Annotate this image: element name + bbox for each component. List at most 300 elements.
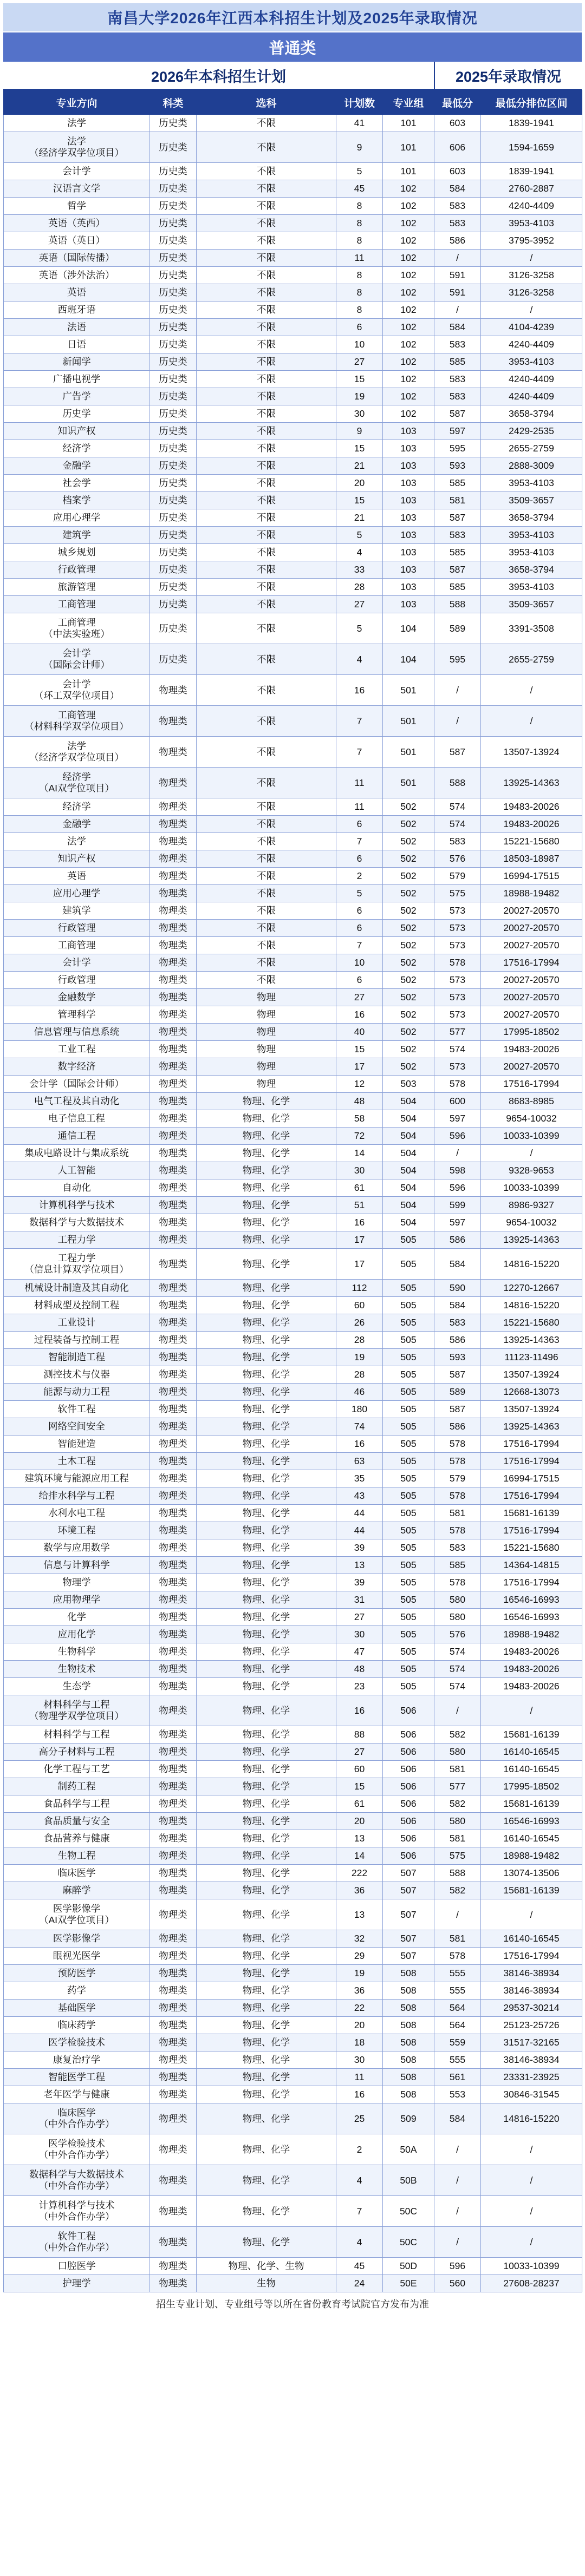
cell-min-score: 580	[434, 1743, 481, 1761]
table-row	[4, 1899, 582, 1930]
cell-plan-count: 41	[336, 115, 383, 132]
cell-group: 505	[383, 1349, 434, 1366]
cell-subjects: 不限	[197, 457, 336, 475]
cell-group: 506	[383, 1830, 434, 1847]
cell-category: 物理类	[150, 1795, 197, 1813]
cell-major: 工商管理	[4, 596, 150, 613]
table-row	[4, 885, 582, 902]
cell-min-score: 583	[434, 215, 481, 232]
cell-major: 环境工程	[4, 1522, 150, 1539]
cell-category: 物理类	[150, 1006, 197, 1024]
cell-category: 物理类	[150, 1332, 197, 1349]
cell-major: 材料成型及控制工程	[4, 1297, 150, 1314]
cell-rank-range: 15681-16139	[481, 1505, 582, 1522]
table-row	[4, 1982, 582, 2000]
cell-rank-range: 30846-31545	[481, 2086, 582, 2103]
cell-subjects: 物理、化学	[197, 2103, 336, 2134]
cell-major: 信息与计算科学	[4, 1557, 150, 1574]
cell-rank-range: 16546-16993	[481, 1813, 582, 1830]
cell-subjects: 不限	[197, 180, 336, 198]
cell-category: 物理类	[150, 1609, 197, 1626]
table-row	[4, 1297, 582, 1314]
cell-subjects: 物理、化学	[197, 1678, 336, 1695]
table-row	[4, 706, 582, 737]
cell-subjects: 物理、化学	[197, 1197, 336, 1214]
cell-major: 数学与应用数学	[4, 1539, 150, 1557]
cell-min-score: 576	[434, 1626, 481, 1643]
cell-min-score: 578	[434, 1948, 481, 1965]
cell-rank-range: 9328-9653	[481, 1162, 582, 1179]
table-row	[4, 1197, 582, 1214]
cell-subjects: 不限	[197, 371, 336, 388]
header-category: 科类	[150, 90, 197, 115]
table-row	[4, 353, 582, 371]
cell-subjects: 物理、化学	[197, 1487, 336, 1505]
cell-subjects: 物理、化学	[197, 1249, 336, 1280]
cell-subjects: 物理、化学	[197, 1280, 336, 1297]
cell-group: 507	[383, 1882, 434, 1899]
cell-rank-range: 13074-13506	[481, 1865, 582, 1882]
cell-min-score: /	[434, 250, 481, 267]
cell-rank-range: 20027-20570	[481, 989, 582, 1006]
cell-category: 物理类	[150, 1058, 197, 1076]
cell-major: 建筑环境与能源应用工程	[4, 1470, 150, 1487]
cell-major: 旅游管理	[4, 579, 150, 596]
cell-plan-count: 27	[336, 1743, 383, 1761]
cell-major: 制药工程	[4, 1778, 150, 1795]
table-row	[4, 1058, 582, 1076]
cell-plan-count: 39	[336, 1539, 383, 1557]
admission-table	[3, 90, 582, 2292]
cell-rank-range: /	[481, 2134, 582, 2165]
cell-rank-range: 9654-10032	[481, 1214, 582, 1231]
cell-plan-count: 22	[336, 2000, 383, 2017]
cell-min-score: 586	[434, 1332, 481, 1349]
cell-rank-range: 19483-20026	[481, 1041, 582, 1058]
cell-rank-range: 20027-20570	[481, 937, 582, 954]
cell-subjects: 物理、化学	[197, 2034, 336, 2051]
table-row	[4, 920, 582, 937]
cell-rank-range: 20027-20570	[481, 1006, 582, 1024]
cell-rank-range: 14816-15220	[481, 1249, 582, 1280]
cell-major: 通信工程	[4, 1128, 150, 1145]
table-row	[4, 1093, 582, 1110]
cell-category: 历史类	[150, 579, 197, 596]
cell-major: 行政管理	[4, 561, 150, 579]
cell-group: 102	[383, 353, 434, 371]
cell-min-score: 555	[434, 2051, 481, 2069]
cell-plan-count: 28	[336, 1366, 383, 1384]
table-row	[4, 1214, 582, 1231]
cell-category: 物理类	[150, 1436, 197, 1453]
cell-subjects: 物理、化学	[197, 2051, 336, 2069]
cell-group: 505	[383, 1626, 434, 1643]
cell-category: 历史类	[150, 527, 197, 544]
cell-subjects: 物理、化学	[197, 1882, 336, 1899]
page-title: 南昌大学2026年江西本科招生计划及2025年录取情况	[3, 3, 582, 31]
cell-category: 历史类	[150, 457, 197, 475]
cell-subjects: 物理、化学	[197, 1453, 336, 1470]
cell-group: 103	[383, 492, 434, 509]
table-row	[4, 613, 582, 644]
cell-rank-range: 17516-17994	[481, 1453, 582, 1470]
cell-min-score: 574	[434, 1643, 481, 1661]
cell-min-score: 584	[434, 1297, 481, 1314]
cell-plan-count: 21	[336, 509, 383, 527]
cell-min-score: 573	[434, 1006, 481, 1024]
cell-rank-range: 19483-20026	[481, 1643, 582, 1661]
cell-category: 物理类	[150, 2275, 197, 2292]
cell-subjects: 不限	[197, 215, 336, 232]
cell-major: 医学影像学 （AI双学位项目）	[4, 1899, 150, 1930]
table-row	[4, 1401, 582, 1418]
cell-rank-range: 12270-12667	[481, 1280, 582, 1297]
cell-plan-count: 33	[336, 561, 383, 579]
cell-subjects: 不限	[197, 527, 336, 544]
table-row	[4, 1609, 582, 1626]
cell-min-score: 555	[434, 1982, 481, 2000]
cell-major: 金融学	[4, 816, 150, 833]
cell-category: 物理类	[150, 937, 197, 954]
cell-major: 数据科学与大数据技术	[4, 1214, 150, 1231]
cell-category: 历史类	[150, 180, 197, 198]
cell-rank-range: 19483-20026	[481, 1678, 582, 1695]
cell-min-score: 579	[434, 1470, 481, 1487]
cell-plan-count: 30	[336, 2051, 383, 2069]
cell-group: 505	[383, 1249, 434, 1280]
cell-subjects: 不限	[197, 706, 336, 737]
cell-major: 城乡规划	[4, 544, 150, 561]
cell-plan-count: 29	[336, 1948, 383, 1965]
table-row	[4, 232, 582, 250]
cell-min-score: 580	[434, 1591, 481, 1609]
cell-min-score: 553	[434, 2086, 481, 2103]
cell-plan-count: 14	[336, 1145, 383, 1162]
cell-plan-count: 23	[336, 1678, 383, 1695]
cell-group: 50E	[383, 2275, 434, 2292]
cell-category: 物理类	[150, 675, 197, 706]
cell-rank-range: 2429-2535	[481, 423, 582, 440]
cell-min-score: 595	[434, 440, 481, 457]
cell-min-score: 591	[434, 284, 481, 301]
section-admission-2025: 2025年录取情况	[455, 68, 562, 85]
cell-min-score: 577	[434, 1024, 481, 1041]
cell-rank-range: 17516-17994	[481, 1574, 582, 1591]
cell-subjects: 不限	[197, 868, 336, 885]
cell-plan-count: 9	[336, 423, 383, 440]
cell-major: 集成电路设计与集成系统	[4, 1145, 150, 1162]
cell-major: 计算机科学与技术	[4, 1197, 150, 1214]
cell-subjects: 物理、化学	[197, 1865, 336, 1882]
cell-major: 医学检验技术 （中外合作办学）	[4, 2134, 150, 2165]
cell-subjects: 物理、化学	[197, 1661, 336, 1678]
table-row	[4, 737, 582, 768]
table-row	[4, 1557, 582, 1574]
cell-group: 507	[383, 1899, 434, 1930]
table-row	[4, 1778, 582, 1795]
cell-major: 康复治疗学	[4, 2051, 150, 2069]
table-row	[4, 1332, 582, 1349]
table-row	[4, 1162, 582, 1179]
cell-category: 物理类	[150, 1661, 197, 1678]
cell-plan-count: 58	[336, 1110, 383, 1128]
cell-major: 法学	[4, 833, 150, 850]
cell-subjects: 不限	[197, 353, 336, 371]
cell-rank-range: 17516-17994	[481, 1948, 582, 1965]
cell-plan-count: 51	[336, 1197, 383, 1214]
cell-group: 505	[383, 1539, 434, 1557]
cell-rank-range: 13507-13924	[481, 737, 582, 768]
cell-min-score: 597	[434, 423, 481, 440]
cell-plan-count: 88	[336, 1726, 383, 1743]
cell-rank-range: 3126-3258	[481, 267, 582, 284]
cell-group: 502	[383, 902, 434, 920]
cell-plan-count: 48	[336, 1661, 383, 1678]
cell-group: 505	[383, 1314, 434, 1332]
cell-category: 物理类	[150, 2000, 197, 2017]
cell-min-score: 578	[434, 954, 481, 972]
cell-major: 机械设计制造及其自动化	[4, 1280, 150, 1297]
cell-min-score: 561	[434, 2069, 481, 2086]
cell-category: 物理类	[150, 1076, 197, 1093]
table-row	[4, 850, 582, 868]
cell-rank-range: 4240-4409	[481, 198, 582, 215]
cell-min-score: 588	[434, 768, 481, 798]
cell-group: 102	[383, 336, 434, 353]
cell-major: 生态学	[4, 1678, 150, 1695]
cell-min-score: 573	[434, 989, 481, 1006]
cell-min-score: 583	[434, 833, 481, 850]
cell-category: 物理类	[150, 1948, 197, 1965]
cell-subjects: 物理、化学	[197, 1965, 336, 1982]
cell-subjects: 不限	[197, 561, 336, 579]
cell-min-score: 564	[434, 2017, 481, 2034]
cell-major: 英语	[4, 868, 150, 885]
cell-category: 物理类	[150, 1695, 197, 1726]
cell-group: 101	[383, 163, 434, 180]
cell-group: 505	[383, 1557, 434, 1574]
cell-category: 物理类	[150, 1418, 197, 1436]
cell-plan-count: 8	[336, 215, 383, 232]
table-row	[4, 972, 582, 989]
cell-subjects: 物理、化学	[197, 1761, 336, 1778]
cell-min-score: 573	[434, 902, 481, 920]
cell-min-score: 581	[434, 1505, 481, 1522]
cell-subjects: 不限	[197, 972, 336, 989]
cell-group: 504	[383, 1128, 434, 1145]
cell-min-score: 573	[434, 1058, 481, 1076]
cell-category: 物理类	[150, 816, 197, 833]
cell-subjects: 不限	[197, 475, 336, 492]
cell-rank-range: 16140-16545	[481, 1761, 582, 1778]
table-row	[4, 1813, 582, 1830]
table-row	[4, 115, 582, 132]
cell-category: 物理类	[150, 1626, 197, 1643]
cell-rank-range: 16140-16545	[481, 1930, 582, 1948]
cell-rank-range: 15221-15680	[481, 1314, 582, 1332]
cell-major: 数据科学与大数据技术 （中外合作办学）	[4, 2165, 150, 2196]
cell-category: 历史类	[150, 644, 197, 675]
cell-rank-range: 12668-13073	[481, 1384, 582, 1401]
cell-rank-range: 4240-4409	[481, 388, 582, 405]
cell-plan-count: 61	[336, 1179, 383, 1197]
cell-category: 物理类	[150, 850, 197, 868]
cell-rank-range: 2655-2759	[481, 644, 582, 675]
cell-group: 506	[383, 1813, 434, 1830]
cell-rank-range: 10033-10399	[481, 1179, 582, 1197]
table-row	[4, 388, 582, 405]
cell-group: 102	[383, 388, 434, 405]
cell-rank-range: 3658-3794	[481, 509, 582, 527]
cell-category: 物理类	[150, 1678, 197, 1695]
cell-major: 知识产权	[4, 850, 150, 868]
cell-group: 50C	[383, 2196, 434, 2227]
cell-category: 物理类	[150, 2069, 197, 2086]
cell-plan-count: 31	[336, 1591, 383, 1609]
cell-plan-count: 17	[336, 1058, 383, 1076]
cell-plan-count: 74	[336, 1418, 383, 1436]
cell-category: 物理类	[150, 1041, 197, 1058]
cell-subjects: 不限	[197, 902, 336, 920]
cell-group: 508	[383, 1982, 434, 2000]
cell-plan-count: 6	[336, 972, 383, 989]
cell-category: 物理类	[150, 2227, 197, 2258]
cell-min-score: 583	[434, 198, 481, 215]
cell-category: 物理类	[150, 902, 197, 920]
cell-category: 历史类	[150, 132, 197, 163]
cell-subjects: 物理、化学	[197, 1214, 336, 1231]
cell-category: 物理类	[150, 2134, 197, 2165]
cell-subjects: 物理、化学	[197, 1626, 336, 1643]
cell-subjects: 不限	[197, 768, 336, 798]
cell-group: 501	[383, 706, 434, 737]
cell-major: 化学工程与工艺	[4, 1761, 150, 1778]
cell-group: 502	[383, 989, 434, 1006]
cell-plan-count: 13	[336, 1557, 383, 1574]
cell-subjects: 物理、化学	[197, 1297, 336, 1314]
cell-group: 103	[383, 457, 434, 475]
cell-rank-range: 29537-30214	[481, 2000, 582, 2017]
cell-subjects: 不限	[197, 198, 336, 215]
cell-group: 102	[383, 371, 434, 388]
cell-plan-count: 13	[336, 1830, 383, 1847]
cell-major: 工业工程	[4, 1041, 150, 1058]
cell-subjects: 物理、化学	[197, 1795, 336, 1813]
cell-major: 智能建造	[4, 1436, 150, 1453]
cell-group: 102	[383, 405, 434, 423]
table-row	[4, 1948, 582, 1965]
cell-rank-range: 15681-16139	[481, 1882, 582, 1899]
cell-major: 数字经济	[4, 1058, 150, 1076]
table-row	[4, 2051, 582, 2069]
cell-category: 物理类	[150, 1899, 197, 1930]
cell-plan-count: 11	[336, 2069, 383, 2086]
cell-category: 物理类	[150, 1557, 197, 1574]
cell-rank-range: 16994-17515	[481, 1470, 582, 1487]
cell-major: 新闻学	[4, 353, 150, 371]
cell-min-score: 574	[434, 816, 481, 833]
cell-category: 历史类	[150, 215, 197, 232]
cell-category: 历史类	[150, 475, 197, 492]
cell-group: 505	[383, 1418, 434, 1436]
table-row	[4, 163, 582, 180]
cell-major: 预防医学	[4, 1965, 150, 1982]
cell-min-score: 573	[434, 920, 481, 937]
cell-rank-range: 3953-4103	[481, 544, 582, 561]
cell-subjects: 不限	[197, 675, 336, 706]
cell-group: 50D	[383, 2258, 434, 2275]
cell-plan-count: 47	[336, 1643, 383, 1661]
cell-major: 电子信息工程	[4, 1110, 150, 1128]
cell-plan-count: 19	[336, 1349, 383, 1366]
cell-subjects: 物理、化学	[197, 1539, 336, 1557]
table-row	[4, 180, 582, 198]
cell-major: 计算机科学与技术 （中外合作办学）	[4, 2196, 150, 2227]
cell-category: 物理类	[150, 1179, 197, 1197]
cell-subjects: 不限	[197, 319, 336, 336]
cell-group: 502	[383, 920, 434, 937]
cell-group: 502	[383, 1024, 434, 1041]
cell-min-score: 574	[434, 798, 481, 816]
cell-min-score: 591	[434, 267, 481, 284]
cell-min-score: 588	[434, 596, 481, 613]
cell-category: 物理类	[150, 1778, 197, 1795]
table-row	[4, 544, 582, 561]
cell-rank-range: /	[481, 1899, 582, 1930]
table-row	[4, 1574, 582, 1591]
cell-group: 508	[383, 1965, 434, 1982]
cell-min-score: 584	[434, 180, 481, 198]
cell-group: 501	[383, 768, 434, 798]
cell-min-score: /	[434, 301, 481, 319]
cell-rank-range: 3509-3657	[481, 492, 582, 509]
cell-category: 历史类	[150, 423, 197, 440]
cell-major: 材料科学与工程	[4, 1726, 150, 1743]
cell-plan-count: 25	[336, 2103, 383, 2134]
cell-rank-range: 31517-32165	[481, 2034, 582, 2051]
cell-category: 历史类	[150, 492, 197, 509]
cell-rank-range: 3509-3657	[481, 596, 582, 613]
cell-subjects: 物理、化学	[197, 1128, 336, 1145]
cell-min-score: 573	[434, 972, 481, 989]
cell-major: 化学	[4, 1609, 150, 1626]
cell-major: 广告学	[4, 388, 150, 405]
cell-plan-count: 4	[336, 544, 383, 561]
table-row	[4, 1280, 582, 1297]
cell-major: 食品质量与安全	[4, 1813, 150, 1830]
cell-category: 物理类	[150, 1847, 197, 1865]
cell-major: 临床医学 （中外合作办学）	[4, 2103, 150, 2134]
cell-plan-count: 8	[336, 284, 383, 301]
table-row	[4, 1349, 582, 1366]
cell-min-score: 575	[434, 885, 481, 902]
cell-group: 505	[383, 1332, 434, 1349]
cell-group: 505	[383, 1505, 434, 1522]
cell-category: 物理类	[150, 920, 197, 937]
cell-plan-count: 11	[336, 798, 383, 816]
cell-major: 给排水科学与工程	[4, 1487, 150, 1505]
cell-group: 505	[383, 1661, 434, 1678]
table-body	[4, 115, 582, 2292]
cell-category: 物理类	[150, 1761, 197, 1778]
cell-category: 物理类	[150, 868, 197, 885]
cell-plan-count: 21	[336, 457, 383, 475]
cell-major: 智能制造工程	[4, 1349, 150, 1366]
table-row	[4, 250, 582, 267]
cell-min-score: 593	[434, 457, 481, 475]
cell-rank-range: 3953-4103	[481, 353, 582, 371]
cell-subjects: 不限	[197, 833, 336, 850]
